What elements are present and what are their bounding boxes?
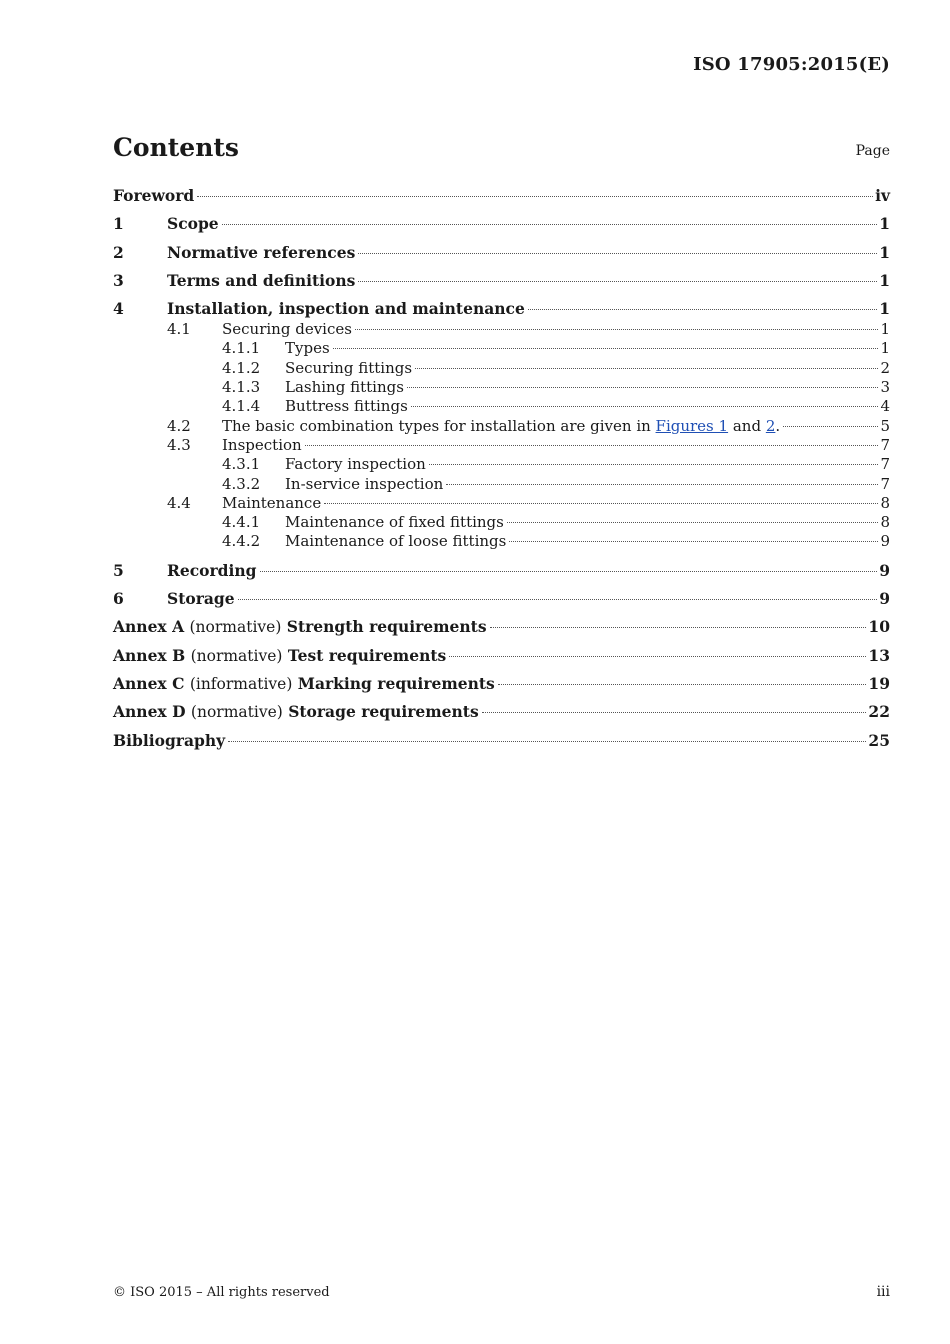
toc-entry-page: 1: [879, 270, 890, 290]
dot-leader: [358, 253, 877, 254]
toc-entry-4-4[interactable]: [113, 494, 890, 513]
annex-title: Strength requirements: [286, 617, 487, 637]
toc-entry-4-3-1[interactable]: [113, 455, 890, 474]
toc-entry-title: Recording: [167, 560, 257, 580]
dot-leader: [449, 656, 866, 657]
toc-entry-annex-d[interactable]: [113, 702, 890, 730]
toc-entry-page: iv: [875, 186, 890, 205]
toc-entry-number: 4.3: [167, 435, 191, 454]
toc-entry-title: Types: [285, 339, 330, 358]
toc-entry-4-3-2[interactable]: [113, 475, 890, 494]
toc-entry-title: Securing devices: [222, 320, 352, 339]
dot-leader: [333, 348, 879, 349]
toc-entry-number: 4.4.1: [222, 513, 261, 532]
toc-entry-page: 19: [868, 673, 890, 693]
toc-entry-title: [222, 417, 780, 436]
toc-entry-title: [113, 702, 479, 722]
toc-entry-page: 7: [880, 455, 890, 474]
page-title: Contents: [113, 133, 240, 162]
dot-leader: [228, 741, 866, 742]
annex-label: Annex A: [113, 617, 185, 637]
toc-entry-title-and: and: [728, 416, 766, 435]
toc-entry-title: Maintenance of fixed fittings: [285, 513, 504, 532]
toc-entry-page: 1: [879, 214, 890, 234]
table-of-contents: [113, 186, 890, 759]
annex-title: Test requirements: [287, 645, 447, 665]
toc-entry-page: 8: [880, 513, 890, 532]
dot-leader: [305, 445, 879, 446]
dot-leader: [446, 484, 878, 485]
dot-leader: [358, 281, 877, 282]
toc-entry-number: 4.1: [167, 320, 191, 339]
toc-entry-page: 7: [880, 474, 890, 493]
toc-entry-4-1-3[interactable]: [113, 378, 890, 397]
toc-entry-title: [113, 646, 446, 666]
annex-title: Marking requirements: [297, 673, 495, 693]
toc-entry-page: 1: [879, 299, 890, 319]
dot-leader: [411, 406, 879, 407]
toc-entry-number: 4.3.1: [222, 455, 261, 474]
toc-entry-title: Securing fittings: [285, 358, 413, 377]
toc-entry-4-1-2[interactable]: [113, 359, 890, 378]
toc-entry-title: Normative references: [167, 242, 356, 262]
toc-entry-title: In-service inspection: [285, 474, 444, 493]
toc-entry-number: 4.1.2: [222, 358, 261, 377]
toc-entry-installation[interactable]: [113, 299, 890, 320]
toc-entry-title: Maintenance of loose fittings: [285, 532, 507, 551]
toc-entry-title: Installation, inspection and maintenance: [167, 299, 525, 319]
toc-entry-4-4-1[interactable]: [113, 513, 890, 532]
copyright-notice: © ISO 2015 – All rights reserved: [113, 1285, 330, 1300]
toc-entry-4-1[interactable]: [113, 320, 890, 339]
toc-entry-storage[interactable]: [113, 589, 890, 617]
dot-leader: [490, 627, 867, 628]
toc-entry-number: 4.4.2: [222, 532, 261, 551]
toc-entry-page: 13: [868, 645, 890, 665]
dot-leader: [260, 571, 878, 572]
toc-entry-annex-c[interactable]: [113, 674, 890, 702]
toc-entry-title: Factory inspection: [285, 455, 426, 474]
toc-entry-number: 3: [113, 270, 124, 290]
document-id: ISO 17905:2015(E): [693, 54, 890, 75]
toc-entry-page: 1: [880, 320, 890, 339]
toc-entry-title: Terms and definitions: [167, 270, 356, 290]
toc-entry-number: 4: [113, 299, 124, 319]
annex-kind: (normative): [190, 703, 283, 722]
toc-entry-title: Lashing fittings: [285, 378, 404, 397]
toc-entry-number: 4.1.1: [222, 339, 261, 358]
toc-entry-4-3[interactable]: [113, 436, 890, 455]
page-column-label: Page: [855, 143, 890, 159]
toc-entry-bibliography[interactable]: [113, 731, 890, 759]
annex-label: Annex D: [113, 702, 186, 722]
dot-leader: [429, 464, 879, 465]
toc-entry-page: 8: [880, 493, 890, 512]
toc-entry-title: Maintenance: [222, 493, 322, 512]
toc-entry-number: 4.2: [167, 416, 191, 435]
toc-entry-title-period: .: [775, 416, 781, 435]
toc-entry-page: 9: [880, 532, 890, 551]
toc-entry-title: [113, 674, 495, 694]
figure-2-link[interactable]: 2: [765, 416, 776, 435]
toc-entry-4-4-2[interactable]: [113, 532, 890, 551]
annex-kind: (normative): [190, 646, 283, 665]
toc-entry-terms-and-definitions[interactable]: [113, 271, 890, 299]
toc-entry-4-1-4[interactable]: [113, 397, 890, 416]
annex-label: Annex B: [113, 645, 186, 665]
toc-entry-page: 4: [880, 397, 890, 416]
toc-entry-title: Bibliography: [113, 730, 226, 750]
toc-entry-number: 6: [113, 589, 124, 609]
page-number: iii: [876, 1284, 890, 1300]
toc-entry-normative-references[interactable]: [113, 243, 890, 271]
dot-leader: [197, 196, 873, 197]
annex-kind: (normative): [189, 618, 282, 637]
toc-entry-number: 4.4: [167, 493, 191, 512]
toc-entry-page: 1: [880, 339, 890, 358]
toc-entry-page: 3: [880, 378, 890, 397]
toc-entry-recording[interactable]: [113, 561, 890, 589]
dot-leader: [498, 684, 867, 685]
toc-entry-number: 5: [113, 560, 124, 580]
toc-entry-foreword[interactable]: [113, 186, 890, 214]
dot-leader: [528, 309, 877, 310]
toc-entry-4-2[interactable]: [113, 417, 890, 436]
toc-entry-page: 1: [879, 242, 890, 262]
dot-leader: [507, 522, 879, 523]
toc-entry-number: 4.1.4: [222, 397, 261, 416]
dot-leader: [355, 329, 879, 330]
figures-1-link[interactable]: Figures 1: [655, 416, 729, 435]
dot-leader: [509, 541, 878, 542]
dot-leader: [238, 599, 878, 600]
dot-leader: [324, 503, 878, 504]
toc-entry-title: [113, 617, 487, 637]
toc-entry-4-1-1[interactable]: [113, 339, 890, 358]
toc-entry-page: 25: [868, 730, 890, 750]
toc-entry-number: 4.1.3: [222, 378, 261, 397]
toc-entry-page: 9: [879, 560, 890, 580]
toc-entry-annex-a[interactable]: [113, 617, 890, 645]
toc-entry-scope[interactable]: [113, 214, 890, 242]
toc-entry-number: 1: [113, 214, 124, 234]
toc-entry-annex-b[interactable]: [113, 646, 890, 674]
annex-title: Storage requirements: [288, 702, 479, 722]
toc-entry-page: 5: [880, 416, 890, 435]
dot-leader: [407, 387, 879, 388]
toc-entry-number: 2: [113, 242, 124, 262]
dot-leader: [482, 712, 867, 713]
toc-entry-title: Foreword: [113, 186, 195, 205]
dot-leader: [222, 224, 878, 225]
toc-entry-title: Scope: [167, 214, 219, 234]
toc-entry-page: 10: [868, 617, 890, 637]
annex-label: Annex C: [113, 673, 185, 693]
toc-entry-title: Inspection: [222, 435, 302, 454]
dot-leader: [783, 426, 878, 427]
toc-entry-page: 2: [880, 358, 890, 377]
annex-kind: (informative): [189, 674, 293, 693]
toc-entry-title-text: The basic combination types for installation are given in: [222, 416, 656, 435]
toc-entry-title: Storage: [167, 589, 235, 609]
toc-entry-page: 7: [880, 435, 890, 454]
toc-entry-page: 22: [868, 702, 890, 722]
toc-entry-page: 9: [879, 589, 890, 609]
toc-entry-title: Buttress fittings: [285, 397, 408, 416]
dot-leader: [415, 368, 878, 369]
toc-entry-number: 4.3.2: [222, 474, 261, 493]
